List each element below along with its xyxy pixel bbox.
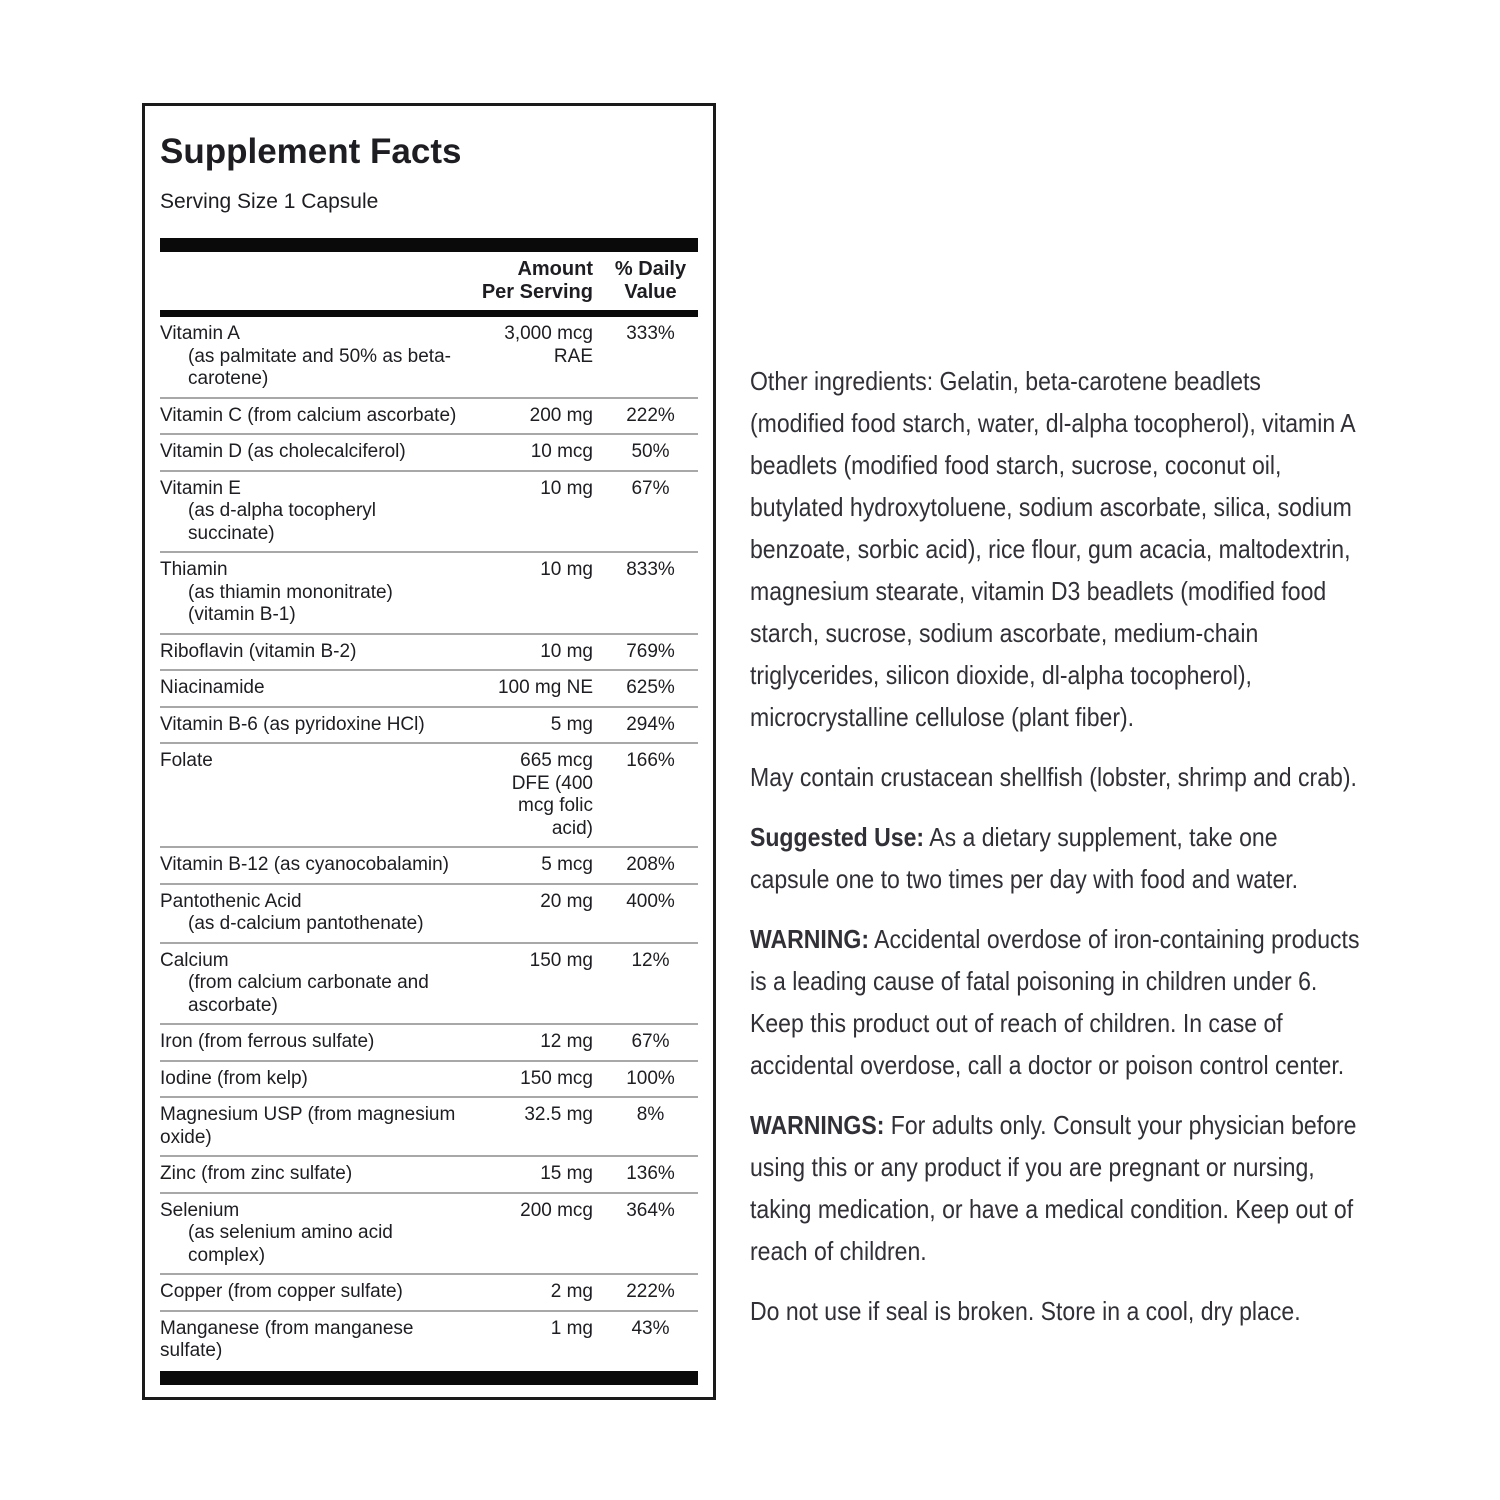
nutrient-daily-value: 222% (626, 1281, 675, 1302)
nutrient-daily-value: 769% (626, 640, 675, 662)
table-row (160, 1060, 698, 1097)
nutrient-name-sub: (as d-calcium pantothenate) (188, 913, 424, 934)
nutrient-name (160, 1200, 473, 1268)
nutrient-name (160, 891, 473, 936)
amount-column-header (473, 258, 603, 304)
nutrient-amount (473, 1068, 603, 1091)
nutrient-name-sub: (as selenium amino acid (188, 1222, 393, 1243)
nutrient-name (160, 750, 473, 773)
nutrient-name-main: Iron (from ferrous sulfate) (160, 1031, 375, 1052)
nutrient-name (160, 1281, 473, 1304)
nutrient-amount (473, 1200, 603, 1223)
nutrient-name-sub: ascorbate) (188, 994, 278, 1016)
nutrient-amount-line: 3,000 mcg (504, 323, 593, 344)
nutrient-name-main: Calcium (160, 949, 229, 971)
nutrient-amount-line: 100 mg NE (497, 677, 593, 698)
info-paragraph (750, 816, 1361, 900)
nutrient-name-sub: (as thiamin mononitrate) (188, 581, 393, 603)
nutrient-amount-line: 150 mg (529, 949, 593, 971)
table-row (160, 1192, 698, 1274)
nutrient-amount (473, 1104, 603, 1127)
nutrient-amount-line: 10 mg (540, 640, 593, 662)
nutrient-name (160, 559, 473, 627)
nutrient-amount (473, 854, 603, 877)
nutrient-name (160, 1104, 473, 1149)
paragraph-text: Accidental overdose of iron-containing products is a leading cause of fatal poisoning in children under 6. Keep this product out of reach of children. In case of accidental overdose, call a doctor or poison control center. (750, 924, 1360, 1080)
nutrient-amount (473, 677, 603, 700)
nutrient-amount-line: RAE (553, 345, 593, 367)
column-headers (160, 252, 698, 310)
paragraph-text: Other ingredients: Gelatin, beta-carotene beadlets (modified food starch, water, dl-alpha tocopherol), vitamin A beadlets (modified food starch, sucrose, coconut oil, butylated hydroxytoluene, sodium ascorbate, silica, sodium benzoate, sorbic acid), rice flour, gum acacia, maltodextrin, magnesium stearate, vitamin D3 beadlets (modified food starch, sucrose, sodium ascorbate, medium-chain triglycerides, silicon dioxide, dl-alpha tocopherol), microcrystalline cellulose (plant fiber). (750, 366, 1355, 732)
supplement-facts-panel (142, 103, 716, 1400)
nutrient-amount-line: 12 mg (540, 1031, 593, 1052)
info-paragraph (750, 360, 1361, 738)
nutrient-name-sub: complex) (188, 1244, 266, 1266)
table-row (160, 397, 698, 434)
table-row (160, 1273, 698, 1310)
nutrient-daily-value: 50% (631, 441, 670, 462)
table-row (160, 1096, 698, 1155)
paragraph-lead: WARNING: (750, 924, 870, 954)
info-panel (750, 360, 1361, 1350)
nutrient-name (160, 1163, 473, 1186)
nutrient-amount (473, 714, 603, 737)
nutrient-name (160, 1031, 473, 1054)
table-row (160, 1310, 698, 1369)
nutrient-name-main: Niacinamide (160, 677, 265, 698)
daily-value-header-line2: Value (624, 281, 677, 303)
nutrient-name (160, 441, 473, 464)
nutrient-amount-line: 5 mcg (541, 854, 593, 875)
nutrient-amount-line: 5 mg (550, 713, 593, 735)
nutrient-amount-line: 15 mg (540, 1163, 593, 1184)
nutrient-name-sub: (from calcium carbonate and (188, 972, 429, 993)
paragraph-text: As a dietary supplement, take one capsule one to two times per day with food and water. (750, 822, 1299, 894)
paragraph-lead: Suggested Use: (750, 822, 925, 852)
table-row (160, 942, 698, 1024)
nutrient-amount (473, 559, 603, 582)
nutrient-name (160, 714, 473, 737)
nutrient-amount (473, 405, 603, 428)
divider-bar-top (160, 238, 698, 252)
nutrient-amount (473, 750, 603, 840)
table-row (160, 317, 698, 397)
paragraph-text: For adults only. Consult your physician before using this or any product if you are pregnant or nursing, taking medication, or have a medical condition. Keep out of reach of children. (750, 1110, 1357, 1266)
nutrient-daily-value: 100% (626, 1067, 675, 1089)
nutrient-name-main: Vitamin D (as cholecalciferol) (160, 441, 406, 462)
nutrient-amount-line: 665 mcg (520, 750, 593, 771)
nutrient-name-sub: (as d-alpha tocopheryl (188, 500, 376, 521)
nutrient-daily-value: 136% (626, 1163, 675, 1184)
paragraph-lead: WARNINGS: (750, 1110, 885, 1140)
table-row (160, 470, 698, 552)
table-row (160, 551, 698, 633)
nutrient-daily-value: 8% (636, 1104, 665, 1125)
nutrient-name (160, 478, 473, 546)
nutrient-name-sub: oxide) (160, 1126, 212, 1148)
nutrient-daily-value: 333% (626, 323, 675, 344)
nutrient-amount-line: 10 mg (540, 477, 593, 499)
table-row (160, 706, 698, 743)
nutrient-daily-value: 67% (631, 477, 670, 499)
nutrient-amount-line: 2 mg (550, 1281, 593, 1302)
nutrient-amount (473, 1163, 603, 1186)
nutrient-daily-value: 400% (626, 890, 675, 912)
nutrient-name-main: Riboflavin (vitamin B-2) (160, 640, 357, 662)
nutrient-daily-value: 67% (631, 1031, 670, 1052)
nutrient-name-main: Copper (from copper sulfate) (160, 1281, 403, 1302)
nutrient-daily-value: 294% (626, 713, 675, 735)
amount-header-line2: Per Serving (481, 281, 593, 303)
nutrient-name (160, 405, 473, 428)
nutrient-name-main: Vitamin B-6 (as pyridoxine HCl) (160, 713, 425, 735)
nutrient-amount (473, 950, 603, 973)
table-row (160, 1155, 698, 1192)
nutrient-amount (473, 478, 603, 501)
nutrient-name-main: Vitamin B-12 (as cyanocobalamin) (160, 854, 450, 875)
nutrient-amount (473, 891, 603, 914)
nutrient-amount-line: 150 mcg (520, 1067, 593, 1089)
nutrient-daily-value: 43% (631, 1317, 670, 1339)
table-row (160, 633, 698, 670)
divider-bar-header (160, 310, 698, 317)
info-paragraph (750, 1290, 1361, 1332)
nutrient-amount-line: 32.5 mg (524, 1104, 593, 1125)
amount-header-line1: Amount (517, 258, 593, 280)
nutrient-daily-value: 208% (626, 854, 675, 875)
panel-title: Supplement Facts (160, 132, 462, 171)
nutrient-daily-value: 833% (626, 559, 675, 580)
info-paragraph (750, 756, 1361, 798)
nutrient-name (160, 323, 473, 391)
nutrient-name-main: Vitamin E (160, 477, 241, 499)
nutrient-name-main: Folate (160, 750, 213, 771)
table-row (160, 846, 698, 883)
nutrient-name (160, 677, 473, 700)
nutrient-daily-value: 364% (626, 1199, 675, 1221)
nutrient-name-main: Selenium (160, 1199, 240, 1221)
divider-bar-bottom (160, 1371, 698, 1385)
nutrient-name (160, 1068, 473, 1091)
daily-value-header-line1: % Daily (614, 258, 687, 280)
nutrient-daily-value: 222% (626, 404, 675, 426)
nutrient-amount-line: 10 mcg (530, 441, 593, 462)
nutrient-amount-line: DFE (400 (511, 772, 593, 794)
nutrient-name-main: Vitamin C (from calcium ascorbate) (160, 404, 457, 426)
paragraph-text: Do not use if seal is broken. Store in a cool, dry place. (750, 1296, 1301, 1326)
nutrient-amount-line: 1 mg (550, 1317, 593, 1339)
nutrient-name-main: Zinc (from zinc sulfate) (160, 1163, 353, 1184)
nutrient-daily-value: 625% (626, 677, 675, 698)
nutrient-daily-value: 166% (626, 750, 675, 771)
nutrient-name (160, 854, 473, 877)
nutrient-name-sub: carotene) (188, 368, 269, 389)
table-row (160, 1023, 698, 1060)
nutrient-amount-line: 10 mg (540, 559, 593, 580)
nutrient-amount (473, 323, 603, 368)
table-row (160, 883, 698, 942)
nutrient-name-main: Manganese (from manganese (160, 1317, 414, 1339)
nutrient-name-main: Iodine (from kelp) (160, 1067, 308, 1089)
nutrient-amount (473, 641, 603, 664)
nutrient-amount-line: 20 mg (540, 890, 593, 912)
table-row (160, 433, 698, 470)
nutrient-name-sub: (as palmitate and 50% as beta- (188, 345, 451, 367)
nutrient-amount (473, 1031, 603, 1054)
nutrient-name (160, 641, 473, 664)
nutrient-name-main: Magnesium USP (from magnesium (160, 1104, 456, 1125)
nutrient-name-main: Vitamin A (160, 323, 240, 344)
nutrient-name-sub: succinate) (188, 522, 275, 544)
nutrient-rows (160, 317, 698, 1369)
nutrient-name-sub: (vitamin B-1) (188, 604, 296, 625)
nutrient-amount-line: 200 mcg (520, 1199, 593, 1221)
serving-size: Serving Size 1 Capsule (160, 190, 379, 213)
nutrient-name (160, 950, 473, 1018)
paragraph-text: May contain crustacean shellfish (lobster, shrimp and crab). (750, 762, 1357, 792)
table-row (160, 742, 698, 846)
nutrient-amount-line: 200 mg (529, 404, 593, 426)
nutrient-name-sub: sulfate) (160, 1340, 223, 1361)
nutrient-name-main: Thiamin (160, 559, 228, 580)
table-row (160, 669, 698, 706)
nutrient-amount-line: acid) (551, 817, 593, 839)
nutrient-name (160, 1318, 473, 1363)
nutrient-amount (473, 1318, 603, 1341)
info-paragraph (750, 918, 1361, 1086)
nutrient-name-main: Pantothenic Acid (160, 890, 302, 912)
nutrient-amount-line: mcg folic (518, 795, 593, 816)
nutrient-amount (473, 441, 603, 464)
info-paragraph (750, 1104, 1361, 1272)
nutrient-daily-value: 12% (631, 949, 670, 971)
daily-value-column-header (603, 258, 698, 304)
nutrient-amount (473, 1281, 603, 1304)
